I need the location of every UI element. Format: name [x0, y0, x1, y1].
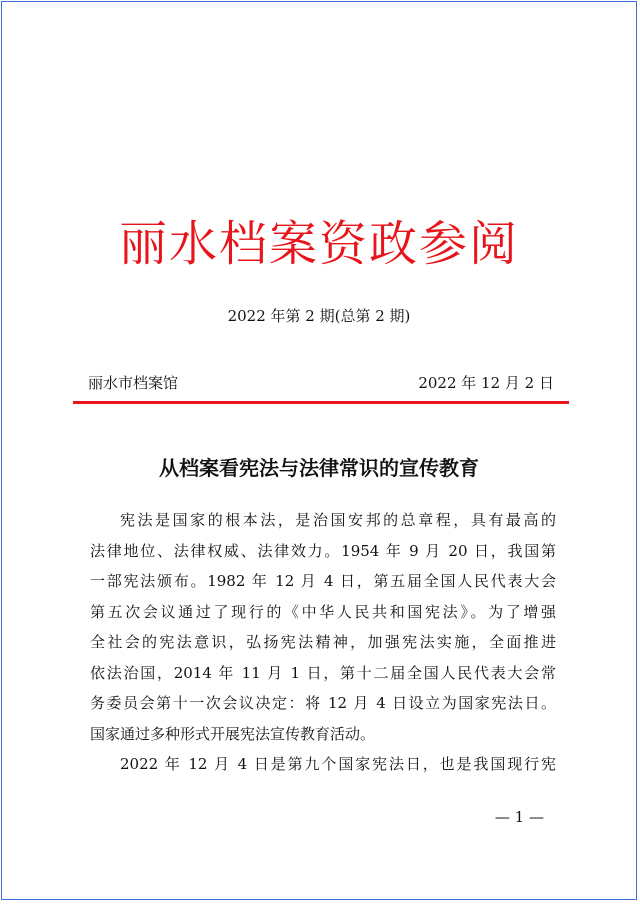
body-line: 国家通过多种形式开展宪法宣传教育活动。	[90, 724, 376, 743]
body-line: 2022 年 12 月 4 日是第九个国家宪法日，也是我国现行宪	[120, 755, 556, 773]
body-line: 务委员会第十一次会议决定：将 12 月 4 日设立为国家宪法日。	[90, 694, 556, 712]
page-number: — 1 —	[494, 808, 544, 826]
publisher-name: 丽水市档案馆	[88, 374, 179, 392]
document-page	[1, 1, 637, 900]
issue-number: 2022 年第 2 期(总第 2 期)	[227, 307, 411, 325]
article-body	[90, 505, 556, 780]
body-line: 法律地位、法律权威、法律效力。1954 年 9 月 20 日，我国第	[90, 541, 556, 560]
masthead-title: 丽水档案资政参阅	[118, 216, 519, 272]
body-line: 宪法是国家的根本法，是治国安邦的总章程，具有最高的	[120, 511, 556, 529]
body-line: 第五次会议通过了现行的《中华人民共和国宪法》。为了增强	[90, 602, 556, 621]
article-title: 从档案看宪法与法律常识的宣传教育	[159, 456, 479, 480]
publication-date: 2022 年 12 月 2 日	[418, 374, 554, 392]
red-divider	[73, 401, 569, 404]
body-line: 一部宪法颁布。1982 年 12 月 4 日，第五届全国人民代表大会	[90, 572, 556, 590]
body-line: 依法治国，2014 年 11 月 1 日，第十二届全国人民代表大会常	[90, 663, 556, 682]
body-line: 全社会的宪法意识，弘扬宪法精神，加强宪法实施，全面推进	[90, 633, 556, 651]
